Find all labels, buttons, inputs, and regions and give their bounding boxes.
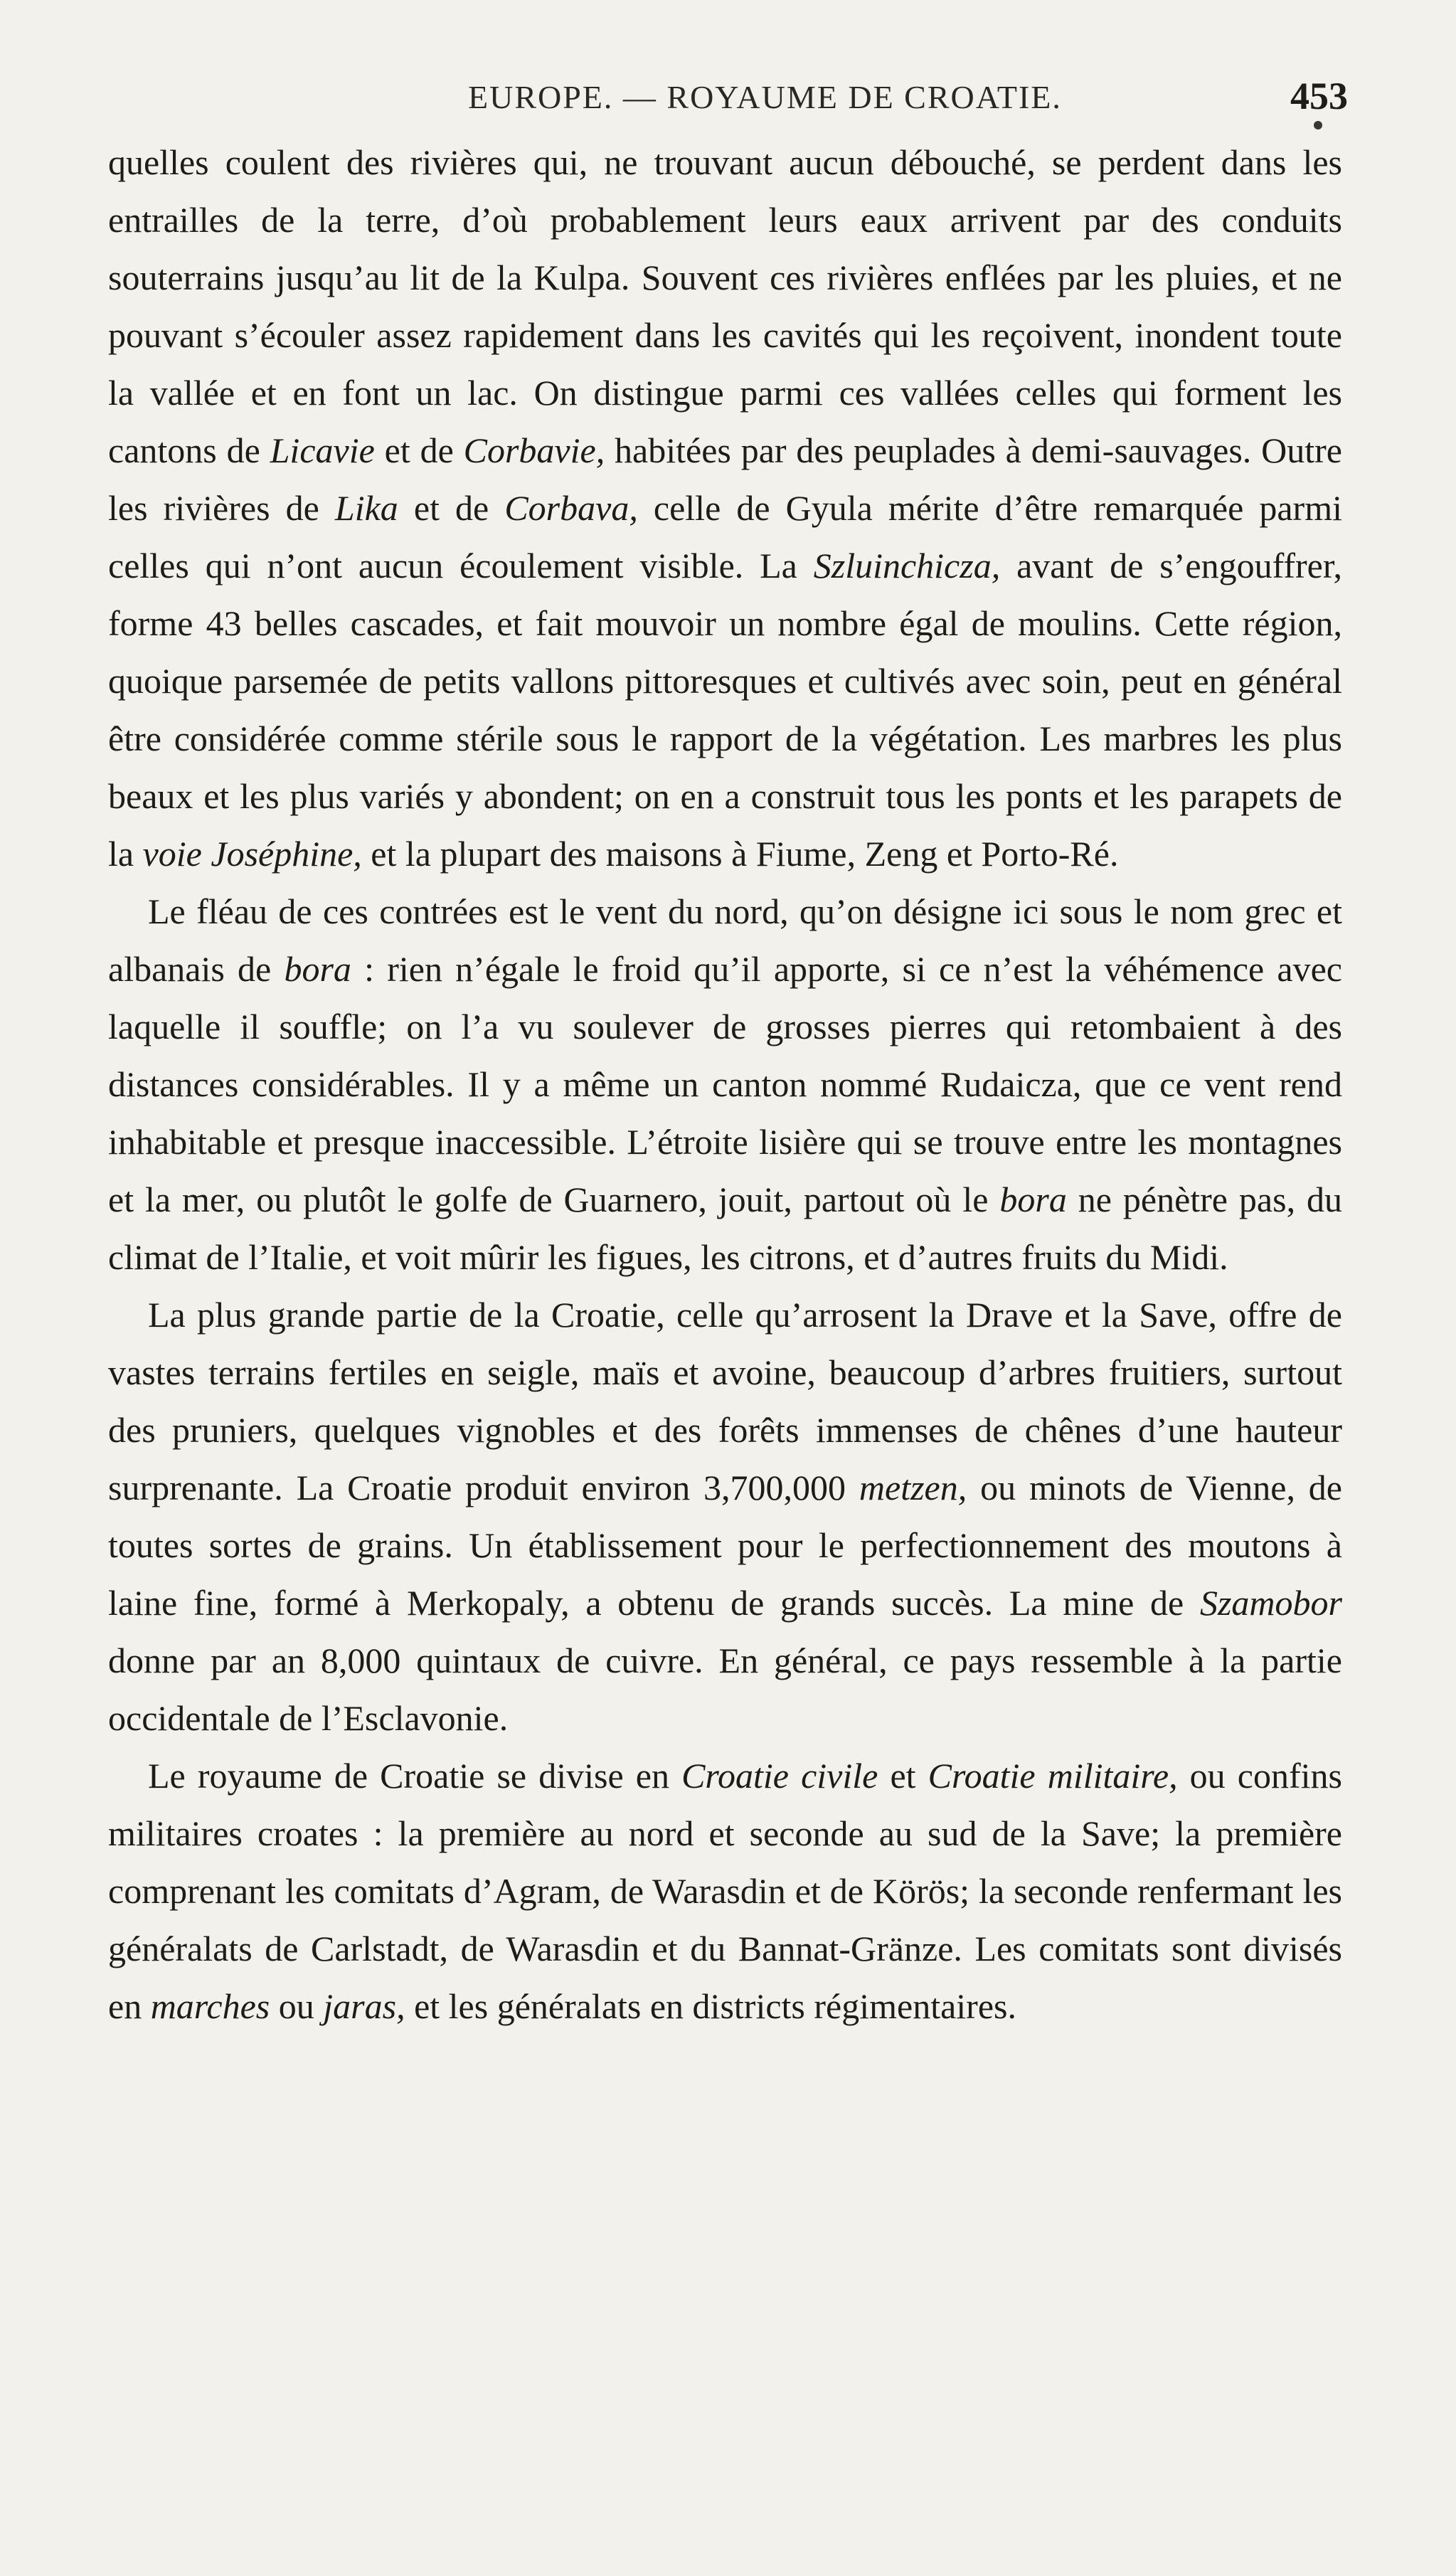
- italic-term: Croatie civile: [681, 1756, 878, 1796]
- italic-term: jaras,: [323, 1986, 405, 2026]
- italic-term: Corbavie,: [463, 430, 605, 470]
- text-run: et de: [374, 430, 464, 470]
- text-run: ou confins militaires croates : la première au nord et seconde au sud de la Save; la première comprenant les comitats d’Agram, de Warasdin et de Körös; la seconde renfermant les généralats de Carlstadt, de Warasdin et du Bannat-Gränze. Les comitats sont divisés en: [108, 1756, 1342, 2026]
- text-run: celle de Gyula mérite d’être remarquée parmi celles qui n’ont aucun écoulement visible. La: [108, 488, 1342, 585]
- italic-term: Croatie militaire,: [928, 1756, 1178, 1796]
- italic-term: Szluinchicza,: [813, 546, 1001, 585]
- text-run: La plus grande partie de la Croatie, celle qu’arrosent la Drave et la Save, offre de vastes terrains fertiles en seigle, maïs et avoine, beaucoup d’arbres fruitiers, surtout des pruniers, quelques vignobles et des forêts immenses de chênes d’une hauteur surprenante. La Croatie produit environ 3,700,000: [108, 1295, 1342, 1507]
- paragraph: [108, 883, 1342, 1286]
- italic-term: voie Joséphine,: [142, 834, 362, 874]
- paragraph: [108, 1747, 1342, 2035]
- italic-term: marches: [150, 1986, 270, 2026]
- text-run: ne pénètre pas, du climat de l’Italie, et voit mûrir les figues, les citrons, et d’autres fruits du Midi.: [108, 1180, 1343, 1277]
- italic-term: Lika: [334, 488, 398, 528]
- text-run: : rien n’égale le froid qu’il apporte, si ce n’est la véhémence avec laquelle il souffle; on l’a vu soulever de grosses pierres qui retombaient à des distances considérables. Il y a même un canton nommé Rudaicza, que ce vent rend inhabitable et presque inaccessible. L’étroite lisière qui se trouve entre les montagnes et la mer, ou plutôt le golfe de Guarnero, jouit, partout où le: [108, 949, 1342, 1219]
- italic-term: Licavie: [270, 430, 375, 470]
- text-run: et la plupart des maisons à Fiume, Zeng et Porto-Ré.: [361, 834, 1119, 874]
- text-run: ou: [270, 1986, 324, 2026]
- text-run: habitées par des peuplades à demi-sauvages. Outre les rivières de: [108, 430, 1342, 528]
- page-number: 453: [1290, 75, 1348, 117]
- text-run: Le royaume de Croatie se divise en: [148, 1756, 682, 1796]
- body-text: [108, 134, 1342, 2035]
- italic-term: metzen,: [859, 1468, 967, 1507]
- text-run: ou minots de Vienne, de toutes sortes de grains. Un établissement pour le perfectionnement des moutons à laine fine, formé à Merkopaly, a obtenu de grands succès. La mine de: [108, 1468, 1342, 1623]
- text-run: quelles coulent des rivières qui, ne trouvant aucun débouché, se perdent dans les entrailles de la terre, d’où probablement leurs eaux arrivent par des conduits souterrains jusqu’au lit de la Kulpa. Souvent ces rivières enflées par les pluies, et ne pouvant s’écouler assez rapidement dans les cavités qui les reçoivent, inondent toute la vallée et en font un lac. On distingue parmi ces vallées celles qui forment les cantons de: [108, 142, 1342, 470]
- paragraph: [108, 134, 1342, 883]
- text-run: et de: [398, 488, 505, 528]
- paragraph: [108, 1286, 1342, 1747]
- running-head: EUROPE. — ROYAUME DE CROATIE.: [468, 79, 1062, 115]
- text-run: donne par an 8,000 quintaux de cuivre. En général, ce pays ressemble à la partie occidentale de l’Esclavonie.: [108, 1641, 1342, 1738]
- italic-term: Corbava,: [504, 488, 638, 528]
- text-run: et les généralats en districts régimentaires.: [405, 1986, 1016, 2026]
- italic-term: Szamobor: [1199, 1583, 1342, 1623]
- text-run: et: [878, 1756, 928, 1796]
- text-run: avant de s’engouffrer, forme 43 belles cascades, et fait mouvoir un nombre égal de moulins. Cette région, quoique parsemée de petits vallons pittoresques et cultivés avec soin, peut en général être considérée comme stérile sous le rapport de la végétation. Les marbres les plus beaux et les plus variés y abondent; on en a construit tous les ponts et les parapets de la: [108, 546, 1342, 874]
- text-run: Le fléau de ces contrées est le vent du nord, qu’on désigne ici sous le nom grec et albanais de: [108, 891, 1342, 989]
- italic-term: bora: [284, 949, 351, 989]
- ink-dot: [1314, 121, 1322, 129]
- italic-term: bora: [999, 1180, 1067, 1219]
